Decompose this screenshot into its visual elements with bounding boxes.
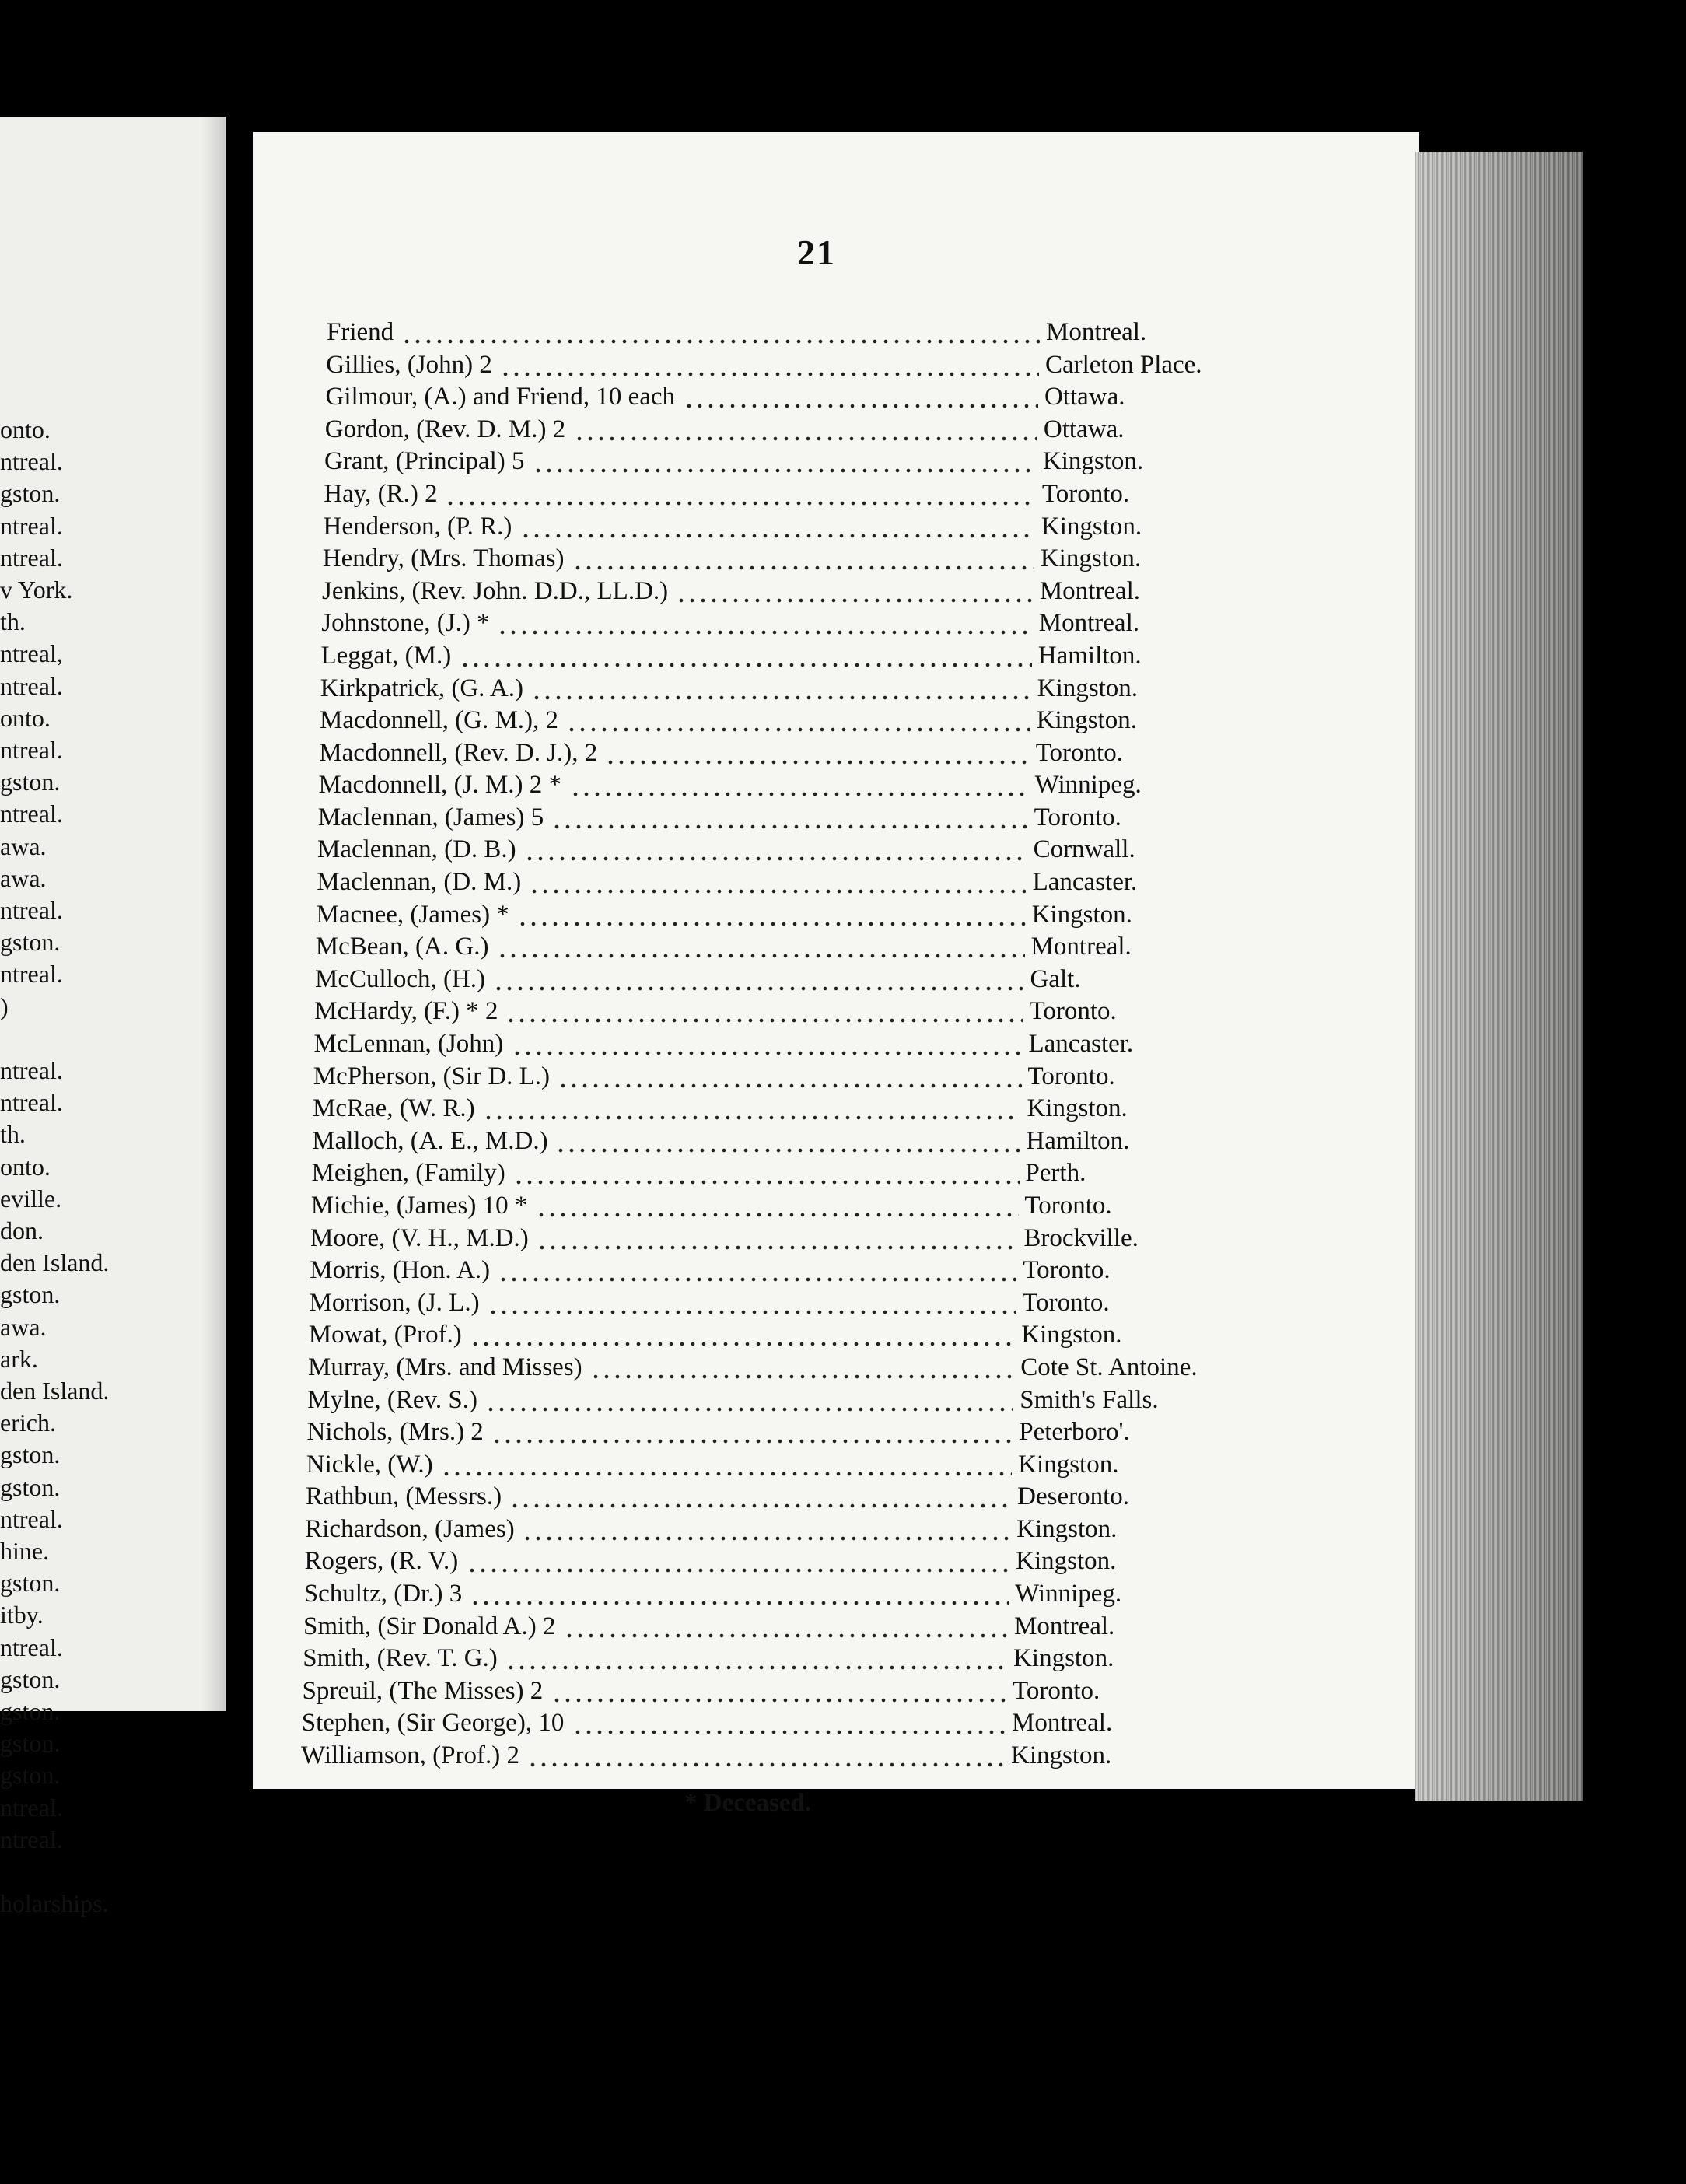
subscriber-entry — [312, 1126, 1275, 1156]
subscriber-entry — [318, 803, 1275, 832]
gutter-shadow — [202, 117, 257, 1711]
previous-page-fragment-line: ntreal. — [0, 447, 63, 476]
dot-leader — [467, 1546, 1010, 1576]
subscriber-place: Toronto. — [1023, 1256, 1111, 1285]
dot-leader — [512, 1029, 1023, 1059]
dot-leader — [524, 835, 1027, 864]
subscriber-name: Williamson, (Prof.) 2 — [301, 1741, 519, 1769]
subscriber-entry — [312, 1158, 1276, 1188]
subscriber-entry — [305, 1546, 1276, 1576]
previous-page-fragment-line: gston. — [0, 768, 61, 796]
subscriber-place: Perth. — [1025, 1159, 1086, 1188]
dot-leader — [470, 1579, 1009, 1608]
previous-page-fragment-line: itby. — [0, 1601, 44, 1629]
dot-leader — [500, 350, 1039, 380]
subscriber-place: Montreal. — [1046, 318, 1147, 346]
previous-page-fragment-line: don. — [0, 1216, 44, 1244]
subscriber-place: Kingston. — [1027, 1094, 1128, 1123]
subscriber-place: Toronto. — [1041, 479, 1130, 508]
dot-leader — [505, 1643, 1007, 1673]
subscriber-name: Gordon, (Rev. D. M.) 2 — [324, 415, 566, 443]
subscriber-entry — [310, 1288, 1276, 1318]
dot-leader — [401, 317, 1040, 347]
previous-page-fragment-line: onto. — [0, 703, 51, 732]
previous-page-fragment-line: gston. — [0, 1472, 61, 1501]
subscriber-place: Hamilton. — [1026, 1126, 1130, 1155]
subscriber-place: Toronto. — [1022, 1288, 1110, 1317]
subscriber-entry — [314, 1029, 1276, 1059]
previous-page-fragment-line: den Island. — [0, 1248, 110, 1277]
subscriber-place: Brockville. — [1023, 1223, 1139, 1252]
dot-leader — [517, 900, 1026, 929]
previous-page-fragment-line: ntreal. — [0, 671, 63, 700]
subscriber-name: Spreuil, (The Misses) 2 — [302, 1676, 544, 1705]
previous-page-fragment-line: gston. — [0, 1729, 61, 1758]
subscriber-place: Hamilton. — [1037, 641, 1142, 670]
subscriber-entry — [301, 1741, 1275, 1770]
subscriber-name: Leggat, (M.) — [320, 641, 452, 670]
previous-page-fragment-line: ntreal. — [0, 1793, 63, 1822]
previous-page-fragment-line: onto. — [0, 415, 51, 443]
subscriber-entry — [326, 382, 1276, 411]
subscriber-name: McPherson, (Sir D. L.) — [313, 1062, 551, 1090]
dot-leader — [684, 382, 1038, 411]
subscriber-name: Schultz, (Dr.) 3 — [303, 1580, 463, 1608]
previous-page-fragment-line: ntreal. — [0, 1056, 63, 1084]
subscriber-entry — [308, 1353, 1275, 1382]
subscriber-entry — [313, 1062, 1275, 1091]
previous-page-fragment-line: eville. — [0, 1184, 62, 1213]
subscriber-entry — [313, 1094, 1275, 1123]
subscriber-place: Carleton Place. — [1044, 350, 1202, 379]
subscriber-place: Montreal. — [1012, 1709, 1113, 1738]
previous-page-fragment — [0, 117, 226, 1918]
subscriber-name: Smith, (Rev. T. G.) — [303, 1644, 498, 1673]
subscriber-entry — [304, 1579, 1275, 1608]
subscriber-entry — [317, 900, 1276, 929]
subscriber-name: Macnee, (James) * — [316, 900, 509, 929]
subscriber-place: Kingston. — [1011, 1741, 1112, 1769]
subscriber-name: Grant, (Principal) 5 — [324, 447, 525, 476]
subscriber-place: Montreal. — [1030, 933, 1132, 961]
dot-leader — [513, 1158, 1020, 1188]
subscriber-name: Maclennan, (D. M.) — [317, 868, 522, 897]
subscriber-place: Kingston. — [1018, 1450, 1119, 1479]
subscriber-name: Rathbun, (Messrs.) — [306, 1482, 502, 1511]
previous-page-fragment-line: ntreal. — [0, 511, 63, 540]
previous-page-fragment-line: hine. — [0, 1537, 50, 1565]
previous-page-fragment-line: erich. — [0, 1409, 56, 1437]
subscriber-entry — [311, 1191, 1275, 1220]
subscriber-name: Gilmour, (A.) and Friend, 10 each — [325, 383, 676, 411]
previous-page-fragment-line: gston. — [0, 1280, 61, 1309]
subscriber-entry — [317, 867, 1275, 897]
dot-leader — [520, 512, 1035, 541]
subscriber-name: Rogers, (R. V.) — [304, 1547, 459, 1576]
dot-leader — [537, 1223, 1017, 1253]
previous-page-fragment-line: ntreal. — [0, 543, 63, 572]
subscriber-name: Mylne, (Rev. S.) — [307, 1385, 478, 1414]
previous-page-fragment-line: th. — [0, 1120, 26, 1149]
subscriber-place: Kingston. — [1042, 447, 1144, 476]
subscriber-place: Toronto. — [1035, 738, 1123, 767]
subscriber-entry — [319, 770, 1276, 800]
subscriber-entry — [306, 1450, 1275, 1479]
subscriber-place: Kingston. — [1016, 1547, 1117, 1576]
subscriber-entry — [303, 1612, 1275, 1641]
subscriber-name: Jenkins, (Rev. John. D.D., LL.D.) — [322, 576, 669, 605]
subscriber-name: Macdonnell, (Rev. D. J.), 2 — [319, 738, 598, 767]
page-number: 21 — [797, 233, 836, 272]
previous-page-fragment-line: holarships. — [0, 1889, 109, 1918]
subscriber-name: McLennan, (John) — [313, 1030, 504, 1058]
dot-leader — [564, 1612, 1008, 1641]
subscriber-place: Deseronto. — [1017, 1482, 1130, 1511]
dot-leader — [529, 867, 1026, 897]
subscriber-name: Johnstone, (J.) * — [321, 609, 490, 638]
subscriber-name: Maclennan, (D. B.) — [317, 835, 516, 864]
previous-page-fragment-line: ntreal. — [0, 736, 63, 764]
previous-page-fragment-line: ntreal. — [0, 1504, 63, 1533]
subscriber-place: Cornwall. — [1033, 835, 1135, 864]
dot-leader — [509, 1482, 1011, 1511]
subscriber-entry — [323, 544, 1275, 573]
subscriber-name: Macdonnell, (G. M.), 2 — [320, 706, 559, 735]
subscriber-entry — [324, 512, 1276, 541]
subscriber-entry — [302, 1708, 1275, 1738]
subscriber-place: Galt. — [1030, 964, 1081, 993]
subscriber-entry — [314, 996, 1275, 1026]
previous-page-fragment-line: ntreal. — [0, 1633, 63, 1661]
subscriber-name: Macdonnell, (J. M.) 2 * — [318, 771, 562, 800]
subscriber-entry — [317, 835, 1275, 864]
subscriber-entry — [322, 576, 1275, 606]
previous-page-fragment-line: ntreal. — [0, 800, 63, 828]
subscriber-place: Winnipeg. — [1034, 771, 1142, 800]
subscriber-entry — [324, 479, 1275, 509]
subscriber-name: Friend — [327, 318, 394, 346]
subscriber-name: Henderson, (P. R.) — [323, 512, 512, 541]
subscriber-name: Richardson, (James) — [305, 1514, 515, 1543]
subscriber-place: Kingston. — [1013, 1644, 1114, 1673]
subscriber-name: Michie, (James) 10 * — [310, 1191, 528, 1220]
previous-page-fragment-line: gston. — [0, 928, 61, 957]
subscriber-name: Kirkpatrick, (G. A.) — [320, 674, 523, 702]
subscriber-entry — [303, 1643, 1275, 1673]
previous-page-fragment-line: awa. — [0, 831, 47, 860]
dot-leader — [445, 479, 1036, 509]
subscriber-entry — [306, 1482, 1275, 1511]
subscriber-place: Toronto. — [1034, 803, 1121, 831]
dot-leader — [485, 1385, 1013, 1415]
subscriber-place: Kingston. — [1040, 544, 1142, 573]
dot-leader — [536, 1191, 1019, 1220]
dot-leader — [551, 1676, 1007, 1706]
subscriber-place: Cote St. Antoine. — [1020, 1353, 1198, 1381]
previous-page-fragment-line: gston. — [0, 1697, 61, 1725]
subscriber-name: Morris, (Hon. A.) — [310, 1256, 491, 1285]
subscriber-name: Murray, (Mrs. and Misses) — [308, 1353, 582, 1381]
subscriber-place: Toronto. — [1027, 1062, 1115, 1090]
dot-leader — [572, 1708, 1006, 1738]
subscriber-name: McHardy, (F.) * 2 — [314, 997, 498, 1026]
subscriber-name: Maclennan, (James) 5 — [317, 803, 544, 831]
subscriber-place: Kingston. — [1031, 900, 1132, 929]
subscriber-place: Kingston. — [1021, 1321, 1122, 1349]
subscriber-place: Kingston. — [1036, 706, 1137, 735]
subscriber-place: Lancaster. — [1028, 1030, 1134, 1058]
subscriber-name: Morrison, (J. L.) — [309, 1288, 480, 1317]
dot-leader — [460, 641, 1032, 670]
dot-leader — [491, 1417, 1013, 1447]
dot-leader — [533, 446, 1037, 476]
dot-leader — [470, 1320, 1016, 1349]
dot-leader — [498, 1255, 1016, 1285]
dot-leader — [605, 738, 1029, 768]
dot-leader — [558, 1062, 1022, 1091]
subscriber-entry — [327, 317, 1275, 347]
dot-leader — [483, 1094, 1020, 1123]
subscriber-entry — [316, 932, 1275, 961]
subscriber-entry — [321, 641, 1276, 670]
subscriber-name: McRae, (W. R.) — [313, 1094, 475, 1123]
previous-page-fragment-line: onto. — [0, 1152, 51, 1181]
subscriber-entry — [307, 1417, 1276, 1447]
previous-page-fragment-line: th. — [0, 607, 26, 636]
page-fore-edge-shade — [1415, 152, 1583, 1801]
previous-page-fragment-line: ntreal. — [0, 960, 63, 989]
subscriber-place: Kingston. — [1037, 674, 1139, 702]
previous-page-fragment-line: ntreal, — [0, 639, 63, 668]
dot-leader — [676, 576, 1034, 606]
dot-leader — [505, 996, 1023, 1026]
subscriber-entry — [324, 446, 1275, 476]
subscriber-place: Montreal. — [1039, 576, 1141, 605]
previous-page-fragment-line: gston. — [0, 1664, 61, 1693]
previous-page-fragment-line: gston. — [0, 1440, 61, 1469]
previous-page-fragment-line: gston. — [0, 1569, 61, 1598]
subscriber-name: Smith, (Sir Donald A.) 2 — [303, 1612, 556, 1640]
dot-leader — [488, 1288, 1016, 1318]
subscriber-place: Kingston. — [1041, 512, 1142, 541]
subscriber-entry — [321, 608, 1275, 638]
subscriber-name: McCulloch, (H.) — [315, 964, 486, 993]
previous-page-fragment-line: ntreal. — [0, 1825, 63, 1853]
subscriber-name: Nichols, (Mrs.) 2 — [306, 1418, 484, 1447]
dot-leader — [572, 544, 1034, 573]
dot-leader — [527, 1741, 1005, 1770]
subscriber-name: Hendry, (Mrs. Thomas) — [322, 544, 565, 573]
subscriber-entry — [307, 1385, 1275, 1415]
subscriber-place: Toronto. — [1024, 1191, 1112, 1220]
previous-page-fragment-line: awa. — [0, 863, 47, 892]
dot-leader — [531, 674, 1031, 703]
subscriber-entry — [303, 1676, 1276, 1706]
previous-page-fragment-line: gston. — [0, 1761, 61, 1790]
dot-leader — [570, 770, 1029, 800]
subscriber-entry — [309, 1320, 1275, 1349]
subscriber-name: Nickle, (W.) — [306, 1450, 433, 1479]
subscriber-place: Montreal. — [1014, 1612, 1115, 1640]
dot-leader — [522, 1514, 1010, 1544]
dot-leader — [551, 803, 1028, 832]
dot-leader — [590, 1353, 1014, 1382]
subscriber-name: Malloch, (A. E., M.D.) — [312, 1126, 548, 1155]
dot-leader — [574, 415, 1037, 444]
dot-leader — [555, 1126, 1020, 1156]
subscriber-place: Smith's Falls. — [1020, 1385, 1159, 1414]
subscriber-name: Gillies, (John) 2 — [326, 350, 492, 379]
subscriber-name: Mowat, (Prof.) — [308, 1321, 462, 1349]
subscriber-entry — [315, 964, 1275, 994]
subscriber-entry — [319, 738, 1275, 768]
subscriber-entry — [325, 415, 1275, 444]
previous-page-fragment-line: awa. — [0, 1312, 47, 1341]
dot-leader — [497, 932, 1025, 961]
subscriber-name: McBean, (A. G.) — [315, 933, 489, 961]
dot-leader — [441, 1450, 1012, 1479]
subscriber-place: Peterboro'. — [1019, 1418, 1130, 1447]
subscriber-place: Ottawa. — [1043, 415, 1125, 443]
previous-page-fragment-line: gston. — [0, 479, 61, 508]
subscriber-name: Meighen, (Family) — [311, 1159, 505, 1188]
subscriber-name: Moore, (V. H., M.D.) — [310, 1223, 529, 1252]
subscriber-place: Toronto. — [1013, 1676, 1100, 1705]
dot-leader — [566, 705, 1030, 735]
subscriber-name: Stephen, (Sir George), 10 — [301, 1709, 565, 1738]
subscriber-place: Ottawa. — [1044, 383, 1125, 411]
subscriber-entry — [326, 350, 1275, 380]
subscriber-entry — [310, 1223, 1275, 1253]
subscriber-entry — [305, 1514, 1275, 1544]
subscriber-entry — [310, 1255, 1275, 1285]
subscriber-place: Toronto. — [1029, 997, 1117, 1026]
dot-leader — [493, 964, 1024, 994]
previous-page-fragment-line: ntreal. — [0, 1088, 63, 1117]
previous-page-fragment-line: den Island. — [0, 1377, 110, 1405]
previous-page-fragment-line: v York. — [0, 576, 73, 604]
subscriber-entry — [320, 705, 1275, 735]
dot-leader — [497, 608, 1033, 638]
previous-page-fragment-line: ) — [0, 992, 9, 1020]
previous-page-fragment-line: ark. — [0, 1344, 38, 1373]
subscriber-place: Lancaster. — [1032, 868, 1138, 897]
subscriber-entry — [320, 674, 1275, 703]
subscriber-place: Winnipeg. — [1015, 1580, 1122, 1608]
subscriber-place: Montreal. — [1038, 609, 1139, 638]
previous-page-fragment-line: ntreal. — [0, 896, 63, 924]
subscriber-place: Kingston. — [1016, 1514, 1118, 1543]
footnote: * Deceased. — [684, 1789, 812, 1817]
subscriber-name: Hay, (R.) 2 — [324, 479, 438, 508]
